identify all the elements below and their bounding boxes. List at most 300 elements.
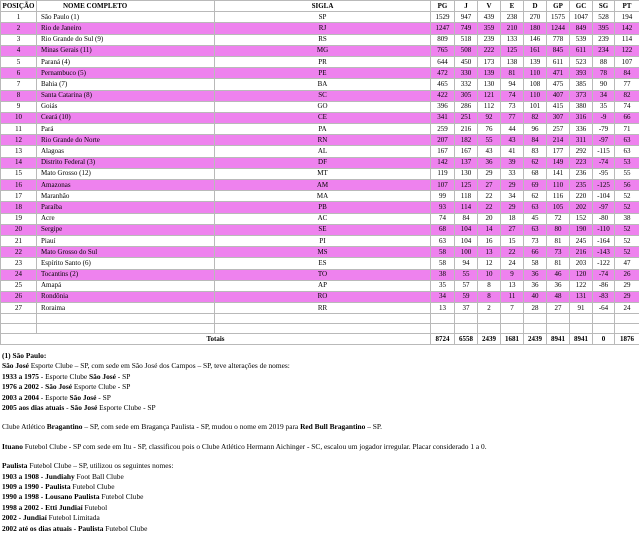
cell-sig: PB bbox=[215, 202, 431, 213]
cell-sig: MS bbox=[215, 247, 431, 258]
cell-gc: 373 bbox=[570, 90, 593, 101]
note-ituano: Ituano Futebol Clube - SP com sede em Itu - SP, classificou pois o Clube Atlético Hermann Aichinger - SC, escalou um jogador irregular. Placar considerado 1 a 0. bbox=[2, 441, 487, 451]
totals-pt: 1876 bbox=[615, 334, 639, 345]
note-sp-line: 2005 aos dias atuais - São José Esporte Clube - SP bbox=[2, 403, 156, 413]
cell-pos: 27 bbox=[1, 303, 37, 314]
cell-gp: 36 bbox=[547, 280, 570, 291]
cell-sig: SC bbox=[215, 90, 431, 101]
cell-e: 94 bbox=[501, 79, 524, 90]
cell-pg: 99 bbox=[431, 191, 455, 202]
cell-e: 27 bbox=[501, 224, 524, 235]
cell-gc: 316 bbox=[570, 112, 593, 123]
cell-gp: 471 bbox=[547, 68, 570, 79]
cell-e: 138 bbox=[501, 56, 524, 67]
cell-j: 57 bbox=[455, 280, 478, 291]
cell-name: Pernambuco (5) bbox=[37, 68, 215, 79]
col-header-nome: NOME COMPLETO bbox=[37, 1, 215, 12]
cell-gp: 845 bbox=[547, 45, 570, 56]
cell-e: 29 bbox=[501, 202, 524, 213]
cell-v: 22 bbox=[478, 202, 501, 213]
cell-v: 112 bbox=[478, 101, 501, 112]
cell-e: 22 bbox=[501, 247, 524, 258]
cell-sg: -95 bbox=[593, 168, 615, 179]
cell-pt: 29 bbox=[615, 291, 639, 302]
cell-pos: 7 bbox=[1, 79, 37, 90]
cell-v: 239 bbox=[478, 34, 501, 45]
cell-e: 133 bbox=[501, 34, 524, 45]
col-header-j: J bbox=[455, 1, 478, 12]
cell-j: 947 bbox=[455, 12, 478, 23]
cell-gc: 220 bbox=[570, 191, 593, 202]
cell-j: 749 bbox=[455, 23, 478, 34]
cell-d: 83 bbox=[524, 146, 547, 157]
col-header-d: D bbox=[524, 1, 547, 12]
cell-sig: BA bbox=[215, 79, 431, 90]
cell-e: 9 bbox=[501, 269, 524, 280]
col-header-e: E bbox=[501, 1, 524, 12]
cell-d: 84 bbox=[524, 135, 547, 146]
cell-d: 146 bbox=[524, 34, 547, 45]
cell-sg: -143 bbox=[593, 247, 615, 258]
cell-pt: 77 bbox=[615, 79, 639, 90]
cell-sig: MT bbox=[215, 168, 431, 179]
cell-gc: 611 bbox=[570, 45, 593, 56]
cell-sg: 90 bbox=[593, 79, 615, 90]
col-header-pt: PT bbox=[615, 1, 639, 12]
cell-v: 36 bbox=[478, 157, 501, 168]
cell-pg: 644 bbox=[431, 56, 455, 67]
table-row bbox=[1, 191, 639, 202]
totals-v: 2439 bbox=[478, 334, 501, 345]
cell-pg: 34 bbox=[431, 291, 455, 302]
cell-pg: 1529 bbox=[431, 12, 455, 23]
cell-sig: RO bbox=[215, 291, 431, 302]
cell-d: 36 bbox=[524, 269, 547, 280]
note-bragantino: Clube Atlético Bragantino – SP, com sede em Bragança Paulista - SP, mudou o nome em 2019 para Red Bull Bragantino – SP. bbox=[2, 422, 382, 432]
cell-e: 74 bbox=[501, 90, 524, 101]
cell-sg: -115 bbox=[593, 146, 615, 157]
cell-j: 130 bbox=[455, 168, 478, 179]
cell-v: 439 bbox=[478, 12, 501, 23]
cell-pg: 119 bbox=[431, 168, 455, 179]
cell-pt: 82 bbox=[615, 90, 639, 101]
cell-v: 173 bbox=[478, 56, 501, 67]
cell-gp: 177 bbox=[547, 146, 570, 157]
cell-sg: -74 bbox=[593, 157, 615, 168]
cell-gp: 46 bbox=[547, 269, 570, 280]
cell-name: Piauí bbox=[37, 235, 215, 246]
cell-d: 62 bbox=[524, 157, 547, 168]
totals-label: Totais bbox=[1, 334, 431, 345]
cell-sig: PI bbox=[215, 235, 431, 246]
cell-gc: 385 bbox=[570, 79, 593, 90]
cell-pt: 122 bbox=[615, 45, 639, 56]
note-sp-line: 2003 a 2004 - Esporte São José - SP bbox=[2, 392, 111, 402]
cell-gp: 214 bbox=[547, 135, 570, 146]
cell-sg: 34 bbox=[593, 90, 615, 101]
cell-sig: RS bbox=[215, 34, 431, 45]
cell-pos: 13 bbox=[1, 146, 37, 157]
cell-d: 36 bbox=[524, 280, 547, 291]
cell-pg: 472 bbox=[431, 68, 455, 79]
cell-gp: 611 bbox=[547, 56, 570, 67]
cell-gc: 1047 bbox=[570, 12, 593, 23]
table-row bbox=[1, 34, 639, 45]
cell-gc: 152 bbox=[570, 213, 593, 224]
cell-pg: 38 bbox=[431, 269, 455, 280]
cell-gc: 380 bbox=[570, 101, 593, 112]
cell-pg: 58 bbox=[431, 247, 455, 258]
cell-d: 66 bbox=[524, 247, 547, 258]
cell-name: Ceará (10) bbox=[37, 112, 215, 123]
cell-name: Goiás bbox=[37, 101, 215, 112]
table-row bbox=[1, 291, 639, 302]
cell-pos: 25 bbox=[1, 280, 37, 291]
note-sp-line: 1933 a 1975 - Esporte Clube São José - SP bbox=[2, 371, 131, 381]
cell-v: 16 bbox=[478, 235, 501, 246]
cell-name: Rio de Janeiro bbox=[37, 23, 215, 34]
cell-pg: 63 bbox=[431, 235, 455, 246]
cell-d: 161 bbox=[524, 45, 547, 56]
cell-pg: 107 bbox=[431, 180, 455, 191]
cell-gc: 202 bbox=[570, 202, 593, 213]
cell-name: Minas Gerais (11) bbox=[37, 45, 215, 56]
cell-gp: 73 bbox=[547, 247, 570, 258]
note-paulista-name-list bbox=[2, 472, 637, 534]
cell-sig: DF bbox=[215, 157, 431, 168]
cell-sig: MA bbox=[215, 191, 431, 202]
cell-pos: 14 bbox=[1, 157, 37, 168]
cell-pos: 4 bbox=[1, 45, 37, 56]
table-row bbox=[1, 269, 639, 280]
cell-sig: TO bbox=[215, 269, 431, 280]
cell-sg: 239 bbox=[593, 34, 615, 45]
cell-e: 15 bbox=[501, 235, 524, 246]
cell-sg: 88 bbox=[593, 56, 615, 67]
cell-pg: 13 bbox=[431, 303, 455, 314]
cell-pt: 38 bbox=[615, 213, 639, 224]
table-row bbox=[1, 68, 639, 79]
cell-v: 130 bbox=[478, 79, 501, 90]
cell-pt: 55 bbox=[615, 168, 639, 179]
cell-pos: 15 bbox=[1, 168, 37, 179]
cell-e: 77 bbox=[501, 112, 524, 123]
col-header-sg: SG bbox=[593, 1, 615, 12]
col-header-sigla: SIGLA bbox=[215, 1, 431, 12]
cell-pt: 52 bbox=[615, 247, 639, 258]
notes-section bbox=[2, 351, 637, 534]
cell-e: 41 bbox=[501, 146, 524, 157]
cell-gp: 778 bbox=[547, 34, 570, 45]
cell-pt: 84 bbox=[615, 68, 639, 79]
cell-name: Mato Grosso do Sul bbox=[37, 247, 215, 258]
cell-e: 13 bbox=[501, 280, 524, 291]
cell-d: 270 bbox=[524, 12, 547, 23]
cell-name: Paraíba bbox=[37, 202, 215, 213]
cell-pos: 11 bbox=[1, 124, 37, 135]
cell-name: Espírito Santo (6) bbox=[37, 258, 215, 269]
cell-name: Distrito Federal (3) bbox=[37, 157, 215, 168]
cell-e: 33 bbox=[501, 168, 524, 179]
cell-gp: 81 bbox=[547, 258, 570, 269]
cell-e: 238 bbox=[501, 12, 524, 23]
cell-pos: 12 bbox=[1, 135, 37, 146]
cell-sg: -9 bbox=[593, 112, 615, 123]
cell-j: 518 bbox=[455, 34, 478, 45]
cell-sg: -97 bbox=[593, 202, 615, 213]
cell-gp: 407 bbox=[547, 90, 570, 101]
cell-j: 104 bbox=[455, 224, 478, 235]
cell-pos: 20 bbox=[1, 224, 37, 235]
cell-gc: 311 bbox=[570, 135, 593, 146]
cell-gp: 1575 bbox=[547, 12, 570, 23]
cell-v: 8 bbox=[478, 280, 501, 291]
cell-e: 7 bbox=[501, 303, 524, 314]
cell-pos: 26 bbox=[1, 291, 37, 302]
cell-e: 210 bbox=[501, 23, 524, 34]
cell-gp: 80 bbox=[547, 224, 570, 235]
cell-pos: 23 bbox=[1, 258, 37, 269]
table-row bbox=[1, 280, 639, 291]
cell-v: 20 bbox=[478, 213, 501, 224]
cell-pos: 6 bbox=[1, 68, 37, 79]
cell-pos: 5 bbox=[1, 56, 37, 67]
cell-j: 37 bbox=[455, 303, 478, 314]
cell-sig: ES bbox=[215, 258, 431, 269]
cell-name: Amazonas bbox=[37, 180, 215, 191]
cell-gc: 120 bbox=[570, 269, 593, 280]
cell-sig: AL bbox=[215, 146, 431, 157]
table-row bbox=[1, 247, 639, 258]
cell-sig: MG bbox=[215, 45, 431, 56]
table-row bbox=[1, 168, 639, 179]
table-row bbox=[1, 303, 639, 314]
cell-j: 100 bbox=[455, 247, 478, 258]
table-row bbox=[1, 56, 639, 67]
cell-pg: 74 bbox=[431, 213, 455, 224]
cell-pos: 9 bbox=[1, 101, 37, 112]
table-row bbox=[1, 101, 639, 112]
cell-j: 216 bbox=[455, 124, 478, 135]
cell-d: 110 bbox=[524, 90, 547, 101]
totals-pg: 8724 bbox=[431, 334, 455, 345]
cell-gc: 235 bbox=[570, 180, 593, 191]
cell-pt: 63 bbox=[615, 146, 639, 157]
cell-sg: -86 bbox=[593, 280, 615, 291]
cell-gc: 216 bbox=[570, 247, 593, 258]
table-row bbox=[1, 135, 639, 146]
cell-j: 125 bbox=[455, 180, 478, 191]
cell-gp: 141 bbox=[547, 168, 570, 179]
cell-gc: 849 bbox=[570, 23, 593, 34]
table-row bbox=[1, 157, 639, 168]
cell-d: 110 bbox=[524, 68, 547, 79]
cell-name: Rondônia bbox=[37, 291, 215, 302]
cell-d: 69 bbox=[524, 180, 547, 191]
cell-v: 359 bbox=[478, 23, 501, 34]
cell-pt: 74 bbox=[615, 101, 639, 112]
cell-pt: 114 bbox=[615, 34, 639, 45]
cell-pos: 24 bbox=[1, 269, 37, 280]
cell-e: 11 bbox=[501, 291, 524, 302]
cell-gc: 393 bbox=[570, 68, 593, 79]
totals-gp: 8941 bbox=[547, 334, 570, 345]
cell-sig: RJ bbox=[215, 23, 431, 34]
cell-pt: 194 bbox=[615, 12, 639, 23]
cell-j: 55 bbox=[455, 269, 478, 280]
cell-v: 27 bbox=[478, 180, 501, 191]
cell-pt: 29 bbox=[615, 280, 639, 291]
cell-sg: 395 bbox=[593, 23, 615, 34]
cell-pt: 107 bbox=[615, 56, 639, 67]
cell-name: Rio Grande do Norte bbox=[37, 135, 215, 146]
cell-pos: 1 bbox=[1, 12, 37, 23]
cell-d: 101 bbox=[524, 101, 547, 112]
col-header-v: V bbox=[478, 1, 501, 12]
cell-pos: 16 bbox=[1, 180, 37, 191]
cell-sg: -79 bbox=[593, 124, 615, 135]
cell-name: Bahia (7) bbox=[37, 79, 215, 90]
cell-v: 10 bbox=[478, 269, 501, 280]
cell-sg: -110 bbox=[593, 224, 615, 235]
cell-sig: RR bbox=[215, 303, 431, 314]
cell-pos: 19 bbox=[1, 213, 37, 224]
cell-e: 34 bbox=[501, 191, 524, 202]
cell-sig: PE bbox=[215, 68, 431, 79]
cell-name: Maranhão bbox=[37, 191, 215, 202]
cell-sig: AM bbox=[215, 180, 431, 191]
cell-pt: 52 bbox=[615, 224, 639, 235]
cell-pos: 8 bbox=[1, 90, 37, 101]
cell-d: 28 bbox=[524, 303, 547, 314]
col-header-posicao: POSIÇÃO bbox=[1, 1, 37, 12]
cell-j: 332 bbox=[455, 79, 478, 90]
cell-v: 222 bbox=[478, 45, 501, 56]
cell-j: 508 bbox=[455, 45, 478, 56]
cell-gc: 523 bbox=[570, 56, 593, 67]
cell-gc: 91 bbox=[570, 303, 593, 314]
cell-sg: 234 bbox=[593, 45, 615, 56]
note-paulista-line: 1909 a 1990 - Paulista Futebol Clube bbox=[2, 482, 115, 492]
cell-gp: 27 bbox=[547, 303, 570, 314]
table-row bbox=[1, 235, 639, 246]
cell-d: 180 bbox=[524, 23, 547, 34]
table-row bbox=[1, 224, 639, 235]
cell-gc: 236 bbox=[570, 168, 593, 179]
cell-v: 13 bbox=[478, 247, 501, 258]
table-row bbox=[1, 213, 639, 224]
cell-gp: 1244 bbox=[547, 23, 570, 34]
cell-name: São Paulo (1) bbox=[37, 12, 215, 23]
cell-sg: 78 bbox=[593, 68, 615, 79]
cell-v: 14 bbox=[478, 224, 501, 235]
cell-gc: 336 bbox=[570, 124, 593, 135]
cell-d: 58 bbox=[524, 258, 547, 269]
cell-name: Paraná (4) bbox=[37, 56, 215, 67]
cell-gc: 539 bbox=[570, 34, 593, 45]
cell-v: 92 bbox=[478, 112, 501, 123]
cell-pos: 21 bbox=[1, 235, 37, 246]
cell-gc: 190 bbox=[570, 224, 593, 235]
cell-d: 62 bbox=[524, 191, 547, 202]
cell-pos: 17 bbox=[1, 191, 37, 202]
cell-sig: SE bbox=[215, 224, 431, 235]
cell-pt: 53 bbox=[615, 157, 639, 168]
cell-sg: 528 bbox=[593, 12, 615, 23]
note-paulista-intro: Paulista Futebol Clube – SP, utilizou os seguintes nomes: bbox=[2, 461, 174, 471]
cell-name: Sergipe bbox=[37, 224, 215, 235]
cell-v: 22 bbox=[478, 191, 501, 202]
table-row bbox=[1, 12, 639, 23]
cell-pg: 396 bbox=[431, 101, 455, 112]
cell-pos: 10 bbox=[1, 112, 37, 123]
table-row bbox=[1, 180, 639, 191]
cell-pg: 809 bbox=[431, 34, 455, 45]
cell-pg: 1247 bbox=[431, 23, 455, 34]
cell-pos: 2 bbox=[1, 23, 37, 34]
note-paulista-line: 2002 até os dias atuais - Paulista Futebol Clube bbox=[2, 523, 148, 533]
cell-sig: RN bbox=[215, 135, 431, 146]
cell-j: 450 bbox=[455, 56, 478, 67]
cell-j: 251 bbox=[455, 112, 478, 123]
cell-e: 43 bbox=[501, 135, 524, 146]
cell-v: 139 bbox=[478, 68, 501, 79]
cell-gp: 415 bbox=[547, 101, 570, 112]
table-row bbox=[1, 258, 639, 269]
cell-pos: 18 bbox=[1, 202, 37, 213]
table-row bbox=[1, 90, 639, 101]
cell-name: Roraima bbox=[37, 303, 215, 314]
cell-pt: 71 bbox=[615, 124, 639, 135]
cell-pg: 35 bbox=[431, 280, 455, 291]
cell-e: 24 bbox=[501, 258, 524, 269]
cell-d: 63 bbox=[524, 202, 547, 213]
cell-j: 286 bbox=[455, 101, 478, 112]
cell-sig: AP bbox=[215, 280, 431, 291]
table-body bbox=[1, 12, 639, 314]
cell-j: 94 bbox=[455, 258, 478, 269]
cell-gp: 475 bbox=[547, 79, 570, 90]
table-row bbox=[1, 202, 639, 213]
note-sp-line: 1976 a 2002 - São José Esporte Clube - SP bbox=[2, 382, 131, 392]
cell-gp: 72 bbox=[547, 213, 570, 224]
cell-pt: 52 bbox=[615, 202, 639, 213]
cell-name: Mato Grosso (12) bbox=[37, 168, 215, 179]
cell-gc: 292 bbox=[570, 146, 593, 157]
col-header-gp: GP bbox=[547, 1, 570, 12]
cell-d: 68 bbox=[524, 168, 547, 179]
cell-gp: 307 bbox=[547, 112, 570, 123]
cell-e: 29 bbox=[501, 180, 524, 191]
cell-pg: 341 bbox=[431, 112, 455, 123]
totals-d: 2439 bbox=[524, 334, 547, 345]
cell-pg: 68 bbox=[431, 224, 455, 235]
note-paulista-line: 1903 a 1908 - Jundiahy Foot Ball Clube bbox=[2, 471, 124, 481]
cell-e: 18 bbox=[501, 213, 524, 224]
col-header-gc: GC bbox=[570, 1, 593, 12]
cell-e: 81 bbox=[501, 68, 524, 79]
cell-gc: 245 bbox=[570, 235, 593, 246]
cell-gc: 203 bbox=[570, 258, 593, 269]
cell-v: 121 bbox=[478, 90, 501, 101]
note-sp-intro: São José Esporte Clube – SP, com sede em São José dos Campos – SP, teve alterações de nomes: bbox=[2, 361, 290, 371]
cell-e: 125 bbox=[501, 45, 524, 56]
cell-d: 63 bbox=[524, 224, 547, 235]
cell-v: 55 bbox=[478, 135, 501, 146]
cell-sg: -80 bbox=[593, 213, 615, 224]
cell-name: Alagoas bbox=[37, 146, 215, 157]
totals-sg: 0 bbox=[593, 334, 615, 345]
